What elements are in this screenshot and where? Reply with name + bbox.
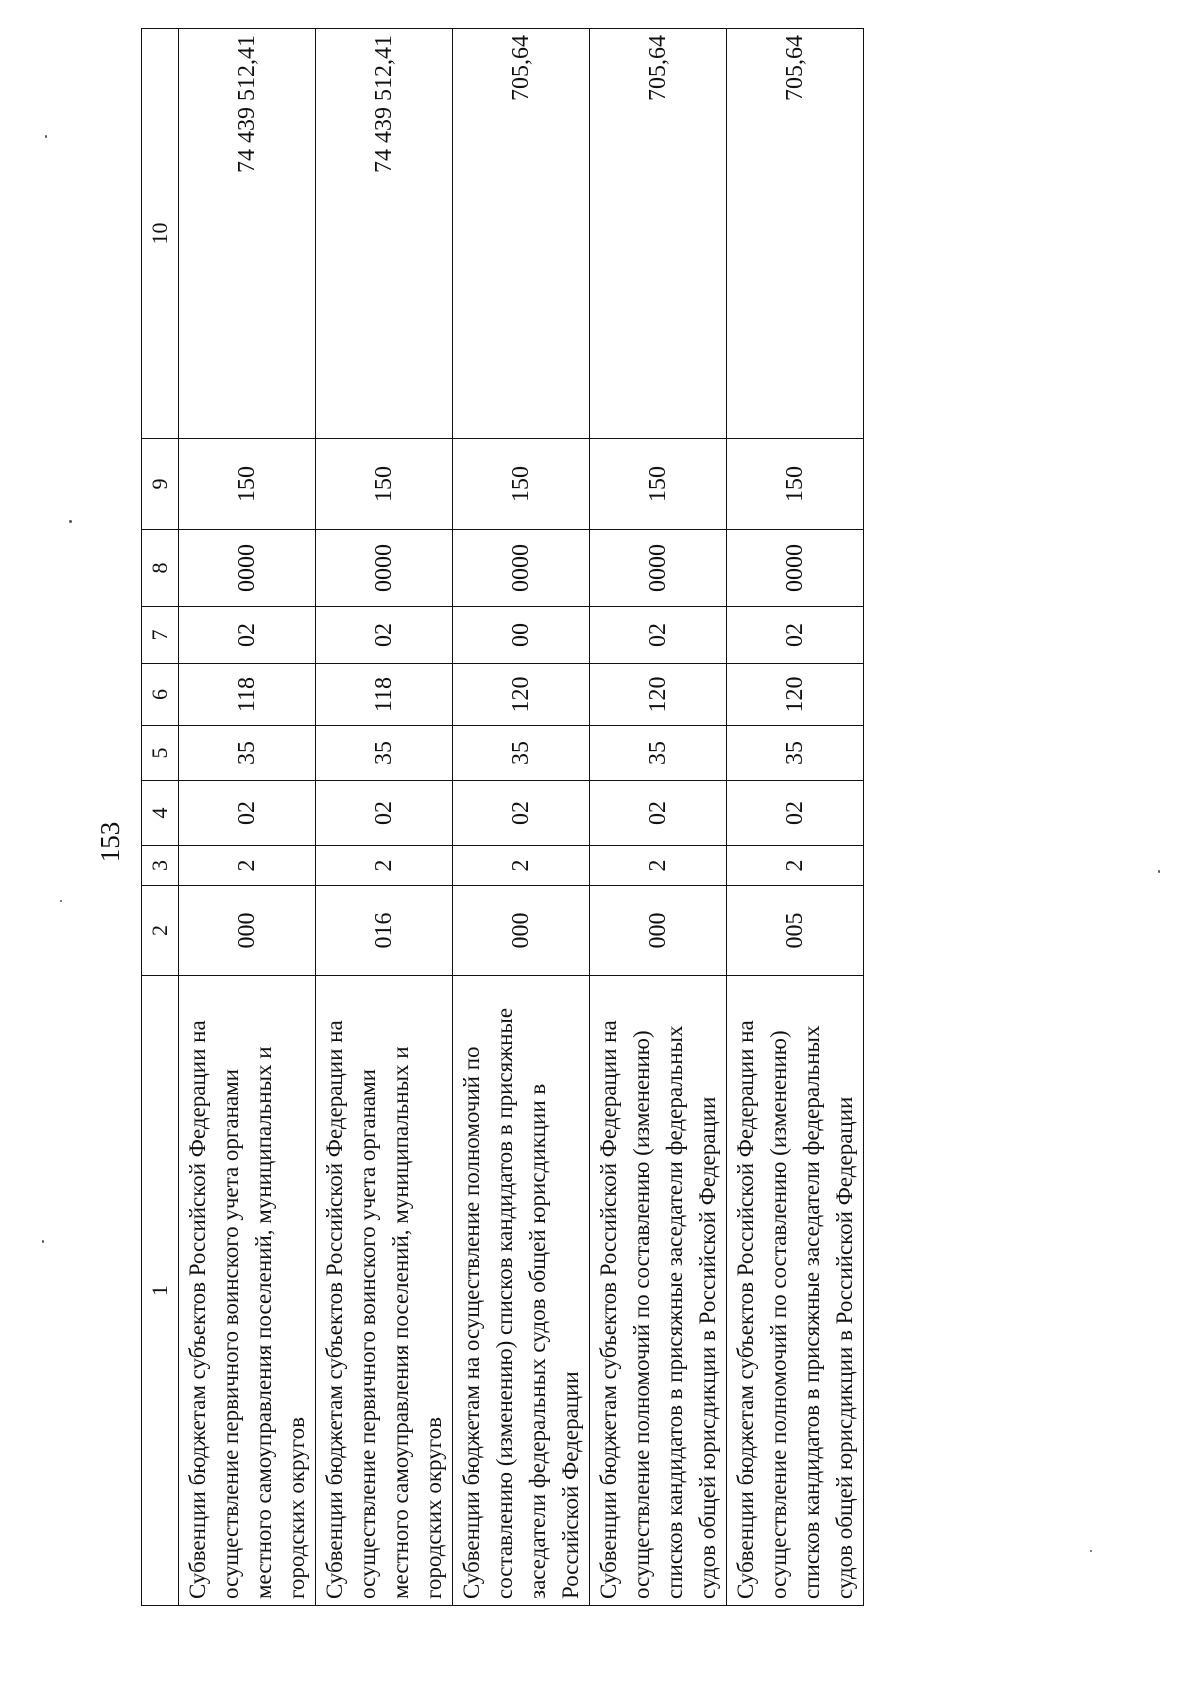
table-row	[590, 29, 727, 1606]
scan-speck	[45, 135, 47, 138]
subgroup-code: 02	[179, 781, 316, 846]
classification-code: 150	[179, 439, 316, 530]
scan-speck	[1158, 870, 1160, 873]
amount-cell: 705,64	[590, 29, 727, 439]
classification-code: 150	[590, 439, 727, 530]
subarticle-code: 120	[727, 664, 864, 726]
article-code: 35	[590, 726, 727, 781]
program-code: 0000	[316, 530, 453, 607]
subarticle-code: 120	[453, 664, 590, 726]
classification-code: 150	[316, 439, 453, 530]
scan-speck	[1090, 1550, 1092, 1552]
admin-code: 000	[590, 886, 727, 976]
element-code: 02	[727, 607, 864, 664]
subgroup-code: 02	[727, 781, 864, 846]
budget-subventions-table	[141, 28, 864, 1606]
article-code: 35	[179, 726, 316, 781]
classification-code: 150	[453, 439, 590, 530]
article-code: 35	[316, 726, 453, 781]
group-code: 2	[453, 846, 590, 886]
admin-code: 005	[727, 886, 864, 976]
page-number: 153	[95, 821, 125, 863]
admin-code: 000	[453, 886, 590, 976]
program-code: 0000	[453, 530, 590, 607]
subarticle-code: 118	[179, 664, 316, 726]
group-code: 2	[590, 846, 727, 886]
article-code: 35	[453, 726, 590, 781]
table-row	[453, 29, 590, 1606]
column-header: 10	[142, 29, 179, 439]
element-code: 00	[453, 607, 590, 664]
scan-speck	[69, 520, 72, 523]
group-code: 2	[316, 846, 453, 886]
subarticle-code: 118	[316, 664, 453, 726]
table-row	[727, 29, 864, 1606]
row-description: Субвенции бюджетам субъектов Российской Федерации на осуществление первичного воинского учета органами местного самоуправления поселений, муниципальных и городских округов	[316, 976, 453, 1606]
amount-cell: 705,64	[727, 29, 864, 439]
program-code: 0000	[727, 530, 864, 607]
amount-cell: 74 439 512,41	[316, 29, 453, 439]
amount-cell: 705,64	[453, 29, 590, 439]
column-header: 5	[142, 726, 179, 781]
element-code: 02	[590, 607, 727, 664]
element-code: 02	[179, 607, 316, 664]
table-row	[179, 29, 316, 1606]
subgroup-code: 02	[453, 781, 590, 846]
column-header: 1	[142, 976, 179, 1606]
column-header: 2	[142, 886, 179, 976]
column-header: 8	[142, 530, 179, 607]
scan-speck	[42, 1240, 44, 1243]
row-description: Субвенции бюджетам субъектов Российской Федерации на осуществление полномочий по составлению (изменению) списков кандидатов в присяжные заседатели федеральных судов общей юрисдикции в Российской Федерации	[590, 976, 727, 1606]
row-description: Субвенции бюджетам субъектов Российской Федерации на осуществление полномочий по составлению (изменению) списков кандидатов в присяжные заседатели федеральных судов общей юрисдикции в Российской Федерации	[727, 976, 864, 1606]
subgroup-code: 02	[316, 781, 453, 846]
program-code: 0000	[590, 530, 727, 607]
amount-cell: 74 439 512,41	[179, 29, 316, 439]
subgroup-code: 02	[590, 781, 727, 846]
row-description: Субвенции бюджетам на осуществление полномочий по составлению (изменению) списков кандидатов в присяжные заседатели федеральных судов общей юрисдикции в Российской Федерации	[453, 976, 590, 1606]
row-description: Субвенции бюджетам субъектов Российской Федерации на осуществление первичного воинского учета органами местного самоуправления поселений, муниципальных и городских округов	[179, 976, 316, 1606]
program-code: 0000	[179, 530, 316, 607]
group-code: 2	[179, 846, 316, 886]
column-header: 9	[142, 439, 179, 530]
column-header: 3	[142, 846, 179, 886]
admin-code: 000	[179, 886, 316, 976]
column-header: 4	[142, 781, 179, 846]
group-code: 2	[727, 846, 864, 886]
column-header: 7	[142, 607, 179, 664]
column-header: 6	[142, 664, 179, 726]
classification-code: 150	[727, 439, 864, 530]
table-row	[316, 29, 453, 1606]
scan-speck	[60, 900, 62, 902]
table-header-row	[142, 29, 179, 1606]
article-code: 35	[727, 726, 864, 781]
subarticle-code: 120	[590, 664, 727, 726]
admin-code: 016	[316, 886, 453, 976]
element-code: 02	[316, 607, 453, 664]
